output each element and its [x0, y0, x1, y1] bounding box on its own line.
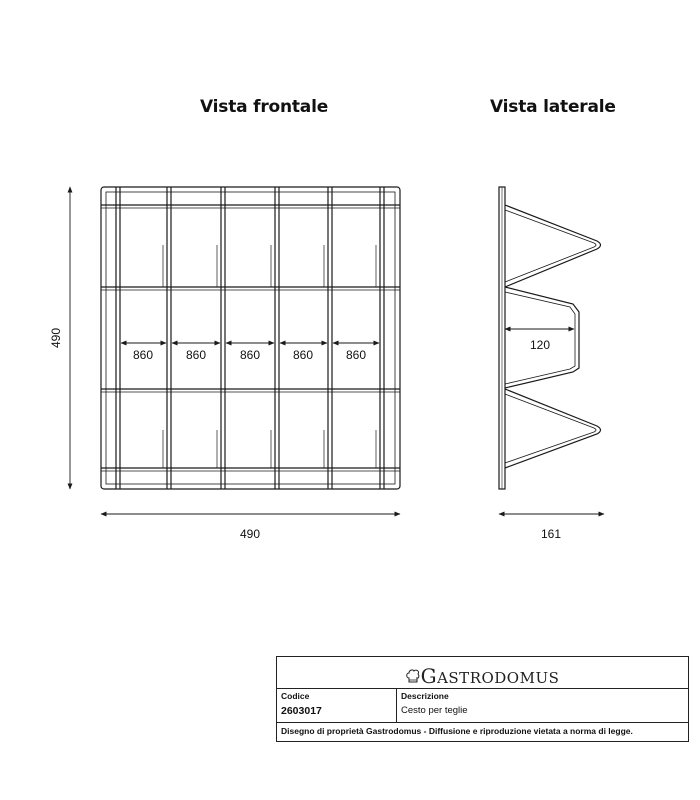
spacing-label-3: 860	[239, 348, 261, 362]
code-value: 2603017	[281, 705, 322, 717]
front-view	[101, 187, 400, 489]
description-value: Cesto per teglie	[401, 705, 468, 716]
brand-rest: ASTRODOMUS	[437, 669, 560, 687]
code-header: Codice	[281, 691, 310, 701]
depth-dimension-label: 161	[540, 527, 562, 541]
side-hook-top	[505, 205, 601, 287]
front-outer-frame	[101, 187, 400, 489]
code-cell	[277, 688, 397, 722]
chef-hat-icon	[406, 669, 420, 685]
height-dimension-label: 490	[49, 327, 63, 349]
spacing-label-2: 860	[185, 348, 207, 362]
width-dimension-label: 490	[239, 527, 261, 541]
title-block-logo-row	[277, 657, 688, 689]
spacing-label-4: 860	[292, 348, 314, 362]
description-header: Descrizione	[401, 691, 449, 701]
description-cell	[397, 688, 688, 722]
title-block-info-row	[277, 688, 688, 723]
front-view-title: Vista frontale	[200, 97, 329, 117]
title-block	[276, 656, 689, 742]
ownership-note: Disegno di proprietà Gastrodomus	[281, 726, 422, 736]
brand-logo	[406, 664, 560, 688]
spacing-label-1: 860	[132, 348, 154, 362]
front-inner-frame	[106, 192, 395, 484]
front-uprights	[116, 187, 384, 489]
side-view-title: Vista laterale	[490, 97, 616, 117]
legal-note: - Diffusione e riproduzione vietata a norma di legge.	[421, 726, 633, 736]
side-hook-bottom	[505, 389, 601, 468]
brand-initial: G	[420, 664, 438, 688]
legal-notice	[281, 726, 633, 736]
inner-depth-label: 120	[529, 338, 551, 352]
spacing-label-5: 860	[345, 348, 367, 362]
